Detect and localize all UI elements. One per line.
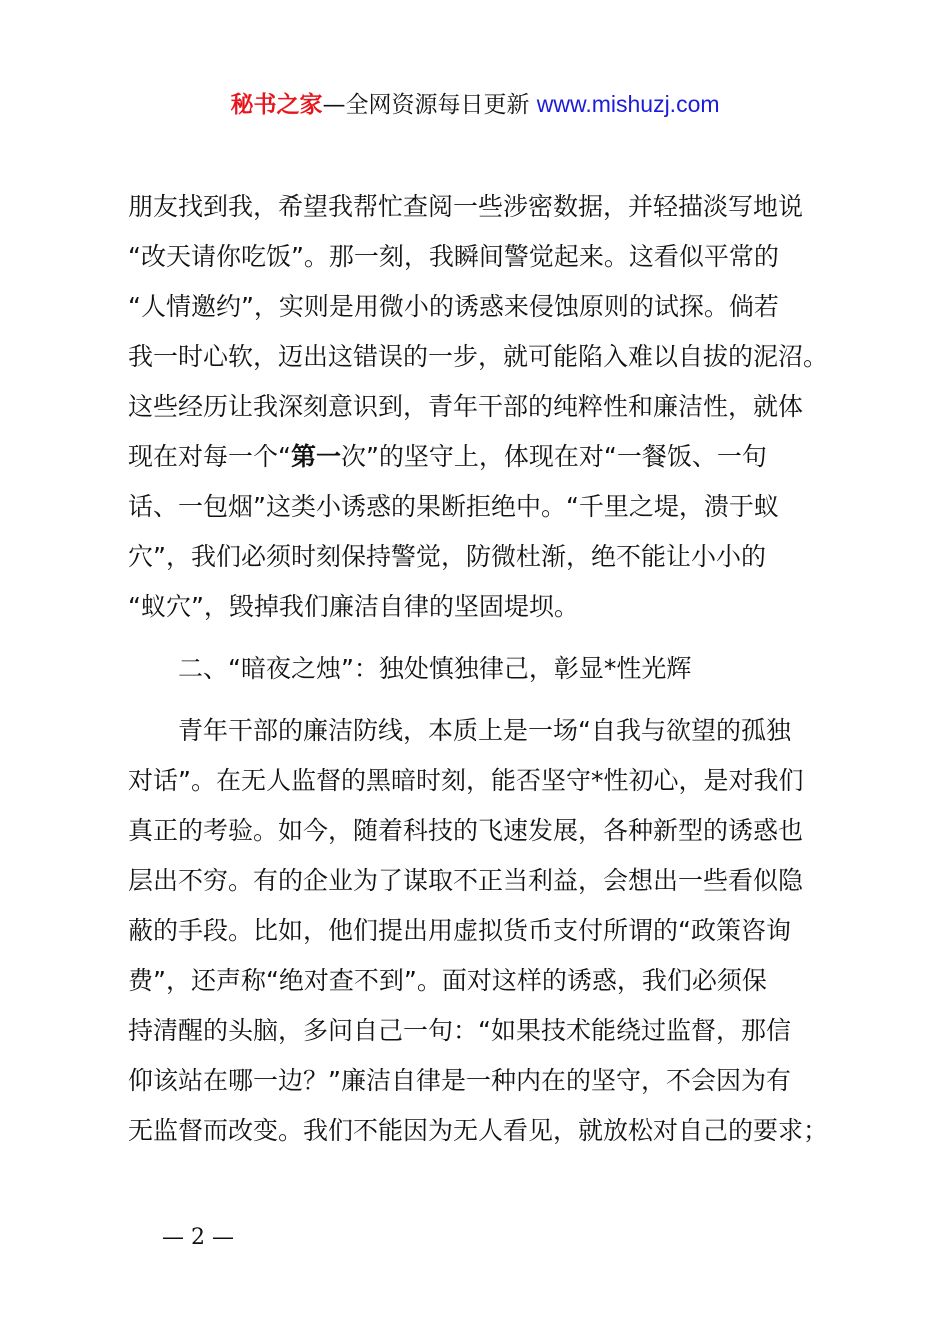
body-line: 蔽的手段。比如，他们提出用虚拟货币支付所谓的“政策咨询 — [128, 916, 791, 945]
body-text-segment: 次”的坚守上，体现在对“一餐饭、一句 — [340, 442, 767, 471]
body-line: “蚁穴”，毁掉我们廉洁自律的坚固堤坝。 — [128, 592, 579, 621]
body-line: 朋友找到我，希望我帮忙查阅一些涉密数据，并轻描淡写地说 — [128, 192, 804, 221]
body-line: 真正的考验。如今，随着科技的飞速发展，各种新型的诱惑也 — [128, 816, 804, 845]
body-line: 持清醒的头脑，多问自己一句：“如果技术能绕过监督，那信 — [128, 1016, 791, 1045]
site-url-link[interactable]: www.mishuzj.com — [536, 91, 720, 117]
brand-name: 秘书之家 — [230, 92, 323, 118]
body-line: 青年干部的廉洁防线，本质上是一场“自我与欲望的孤独 — [178, 716, 791, 745]
document-body — [128, 182, 833, 1156]
body-line: 费”，还声称“绝对查不到”。面对这样的诱惑，我们必须保 — [128, 966, 767, 995]
body-line: 我一时心软，迈出这错误的一步，就可能陷入难以自拔的泥沼。 — [128, 342, 829, 371]
body-line: 话、一包烟”这类小诱惑的果断拒绝中。“千里之堤，溃于蚁 — [128, 492, 779, 521]
body-line: “改天请你吃饭”。那一刻，我瞬间警觉起来。这看似平常的 — [128, 242, 779, 271]
body-line: 无监督而改变。我们不能因为无人看见，就放松对自己的要求； — [128, 1116, 829, 1145]
emphasis-text: 第一 — [290, 442, 341, 471]
body-line: 这些经历让我深刻意识到，青年干部的纯粹性和廉洁性，就体 — [128, 392, 804, 421]
body-text-segment: 现在对每一个“ — [128, 442, 291, 471]
body-line: 对话”。在无人监督的黑暗时刻，能否坚守*性初心，是对我们 — [128, 766, 804, 795]
body-line — [128, 432, 833, 482]
site-tagline: —全网资源每日更新 — [322, 92, 530, 118]
section-heading: 二、“暗夜之烛”：独处慎独律己，彰显*性光辉 — [178, 654, 692, 683]
body-line: 层出不穷。有的企业为了谋取不正当利益，会想出一些看似隐 — [128, 866, 804, 895]
body-line: 仰该站在哪一边？”廉洁自律是一种内在的坚守，不会因为有 — [128, 1066, 791, 1095]
body-line: “人情邀约”，实则是用微小的诱惑来侵蚀原则的试探。倘若 — [128, 292, 779, 321]
body-line: 穴”，我们必须时刻保持警觉，防微杜渐，绝不能让小小的 — [128, 542, 766, 571]
page-number: — 2 — — [162, 1225, 234, 1250]
site-header — [0, 86, 950, 123]
